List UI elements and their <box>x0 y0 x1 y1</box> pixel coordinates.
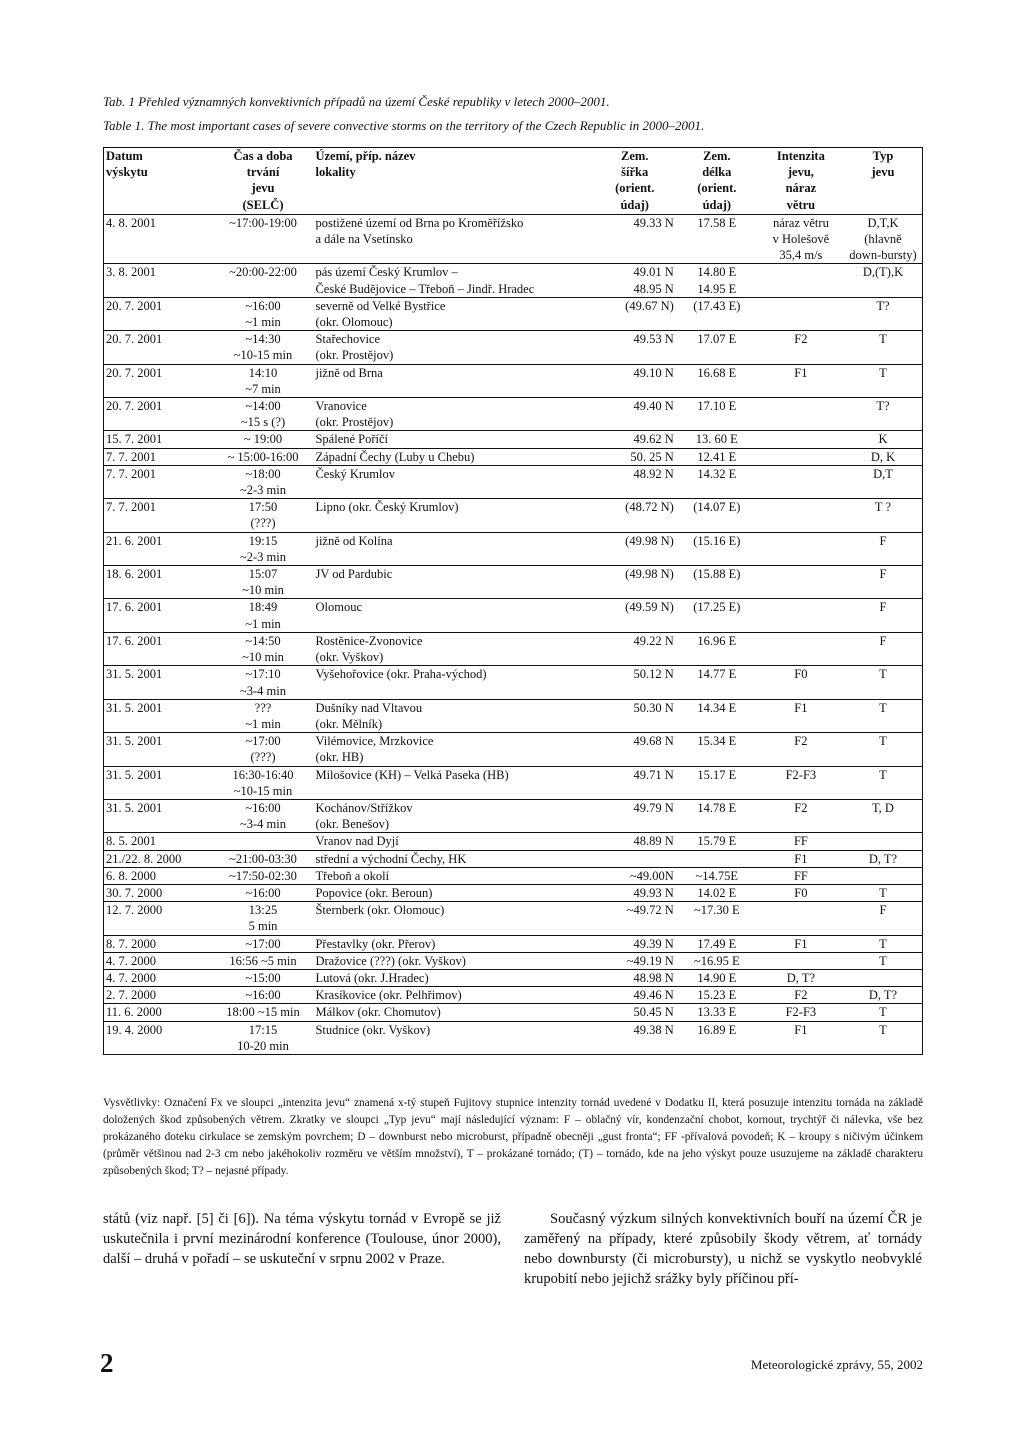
cell-type: T <box>879 767 887 782</box>
cell-type <box>844 969 923 986</box>
header-place: Území, příp. název lokality <box>315 149 416 180</box>
cell-latitude: 49.39 N <box>633 936 674 951</box>
table-row <box>104 733 923 766</box>
cell-place: Spálené Poříčí <box>315 432 389 447</box>
cell-intensity: F0 <box>794 885 808 900</box>
table-row <box>104 867 923 884</box>
table-row <box>104 599 923 632</box>
cell-type: D,T <box>873 466 893 481</box>
cell-longitude: 12.41 E <box>697 449 737 464</box>
cell-latitude: ~49.19 N <box>626 953 674 968</box>
cell-place: Stařechovice (okr. Prostějov) <box>315 332 394 363</box>
cell-intensity: F1 <box>794 365 808 380</box>
cell-intensity <box>758 465 844 498</box>
table-row <box>104 799 923 832</box>
cell-time: 14:10 ~7 min <box>245 365 281 396</box>
cell-type: T <box>879 700 887 715</box>
cell-longitude: 14.78 E <box>697 800 737 815</box>
cell-type: T? <box>876 298 890 313</box>
cell-time: ~17:10 ~3-4 min <box>240 667 286 698</box>
cell-time: ~14:00 ~15 s (?) <box>240 399 286 430</box>
table-row <box>104 499 923 532</box>
cell-type: T <box>879 667 887 682</box>
cell-intensity <box>758 566 844 599</box>
cell-latitude: (49.98 N) <box>625 533 674 548</box>
cell-place: Přestavlky (okr. Přerov) <box>315 936 436 951</box>
cell-time: ~16:00 ~1 min <box>245 298 281 330</box>
cell-longitude: 13.33 E <box>697 1005 737 1020</box>
cell-latitude: 50.30 N <box>633 700 674 715</box>
cell-longitude: (15.88 E) <box>693 567 741 582</box>
cell-longitude: 14.34 E <box>697 700 737 715</box>
cell-latitude: 49.38 N <box>633 1022 674 1037</box>
cell-type: D,T,K (hlavně down-bursty) <box>849 215 917 263</box>
cell-intensity: F1 <box>794 700 808 715</box>
header-date: Datum výskytu <box>106 149 148 180</box>
cell-latitude: ~49.72 N <box>626 903 674 918</box>
body-text-left-column: států (viz např. [5] či [6]). Na téma výskytu tornád v Evropě se již uskutečnila i první mezinárodní konference (Toulouse, únor 2000), další – druhá v pořadí – se uskuteční v srpnu 2002 v Praze. <box>103 1211 501 1267</box>
cell-latitude: 48.98 N <box>633 970 674 985</box>
cell-time <box>213 833 314 850</box>
cell-longitude: 15.23 E <box>697 988 737 1003</box>
cell-longitude: 15.79 E <box>697 834 737 849</box>
cell-place: jižně od Brna <box>315 365 383 380</box>
cell-place: Český Krumlov <box>315 466 395 481</box>
cell-time: 15:07 ~10 min <box>242 567 284 598</box>
cell-type: D,(T),K <box>862 265 904 280</box>
cell-time: ~21:00-03:30 <box>229 851 297 866</box>
table-row <box>104 465 923 498</box>
cell-intensity: FF <box>793 868 808 883</box>
table-row <box>104 1004 923 1021</box>
cell-longitude: 15.34 E <box>697 734 737 749</box>
cell-intensity: F2 <box>794 734 808 749</box>
cell-intensity: F2-F3 <box>785 767 817 782</box>
cell-type: F <box>879 633 887 648</box>
cell-intensity <box>758 499 844 532</box>
cell-type: T <box>879 1022 887 1037</box>
cell-time: 17:50 (???) <box>248 500 278 531</box>
cell-time: ~14:30 ~10-15 min <box>233 332 293 363</box>
cell-place: střední a východní Čechy, HK <box>315 851 467 866</box>
cell-longitude: 13. 60 E <box>695 432 738 447</box>
cell-latitude: ~49.00N <box>629 868 674 883</box>
table-row <box>104 566 923 599</box>
cell-latitude: 49.40 N <box>633 399 674 414</box>
cell-type: F <box>879 567 887 582</box>
table-row <box>104 666 923 699</box>
cell-date: 21./22. 8. 2000 <box>106 851 182 866</box>
cell-longitude <box>676 850 758 867</box>
cell-latitude: 49.93 N <box>633 885 674 900</box>
cell-time: 16:56 ~5 min <box>229 953 297 968</box>
cell-intensity <box>758 952 844 969</box>
cell-date: 7. 7. 2001 <box>106 449 156 464</box>
cell-latitude: 49.01 N 48.95 N <box>633 265 674 296</box>
cell-date: 4. 7. 2000 <box>106 953 156 968</box>
cell-time: 13:25 5 min <box>248 903 278 934</box>
cell-latitude: 48.92 N <box>633 466 674 481</box>
cell-latitude: 49.53 N <box>633 332 674 347</box>
header-intensity: Intenzita jevu, náraz větru <box>776 149 825 212</box>
cell-longitude: (17.43 E) <box>693 298 741 313</box>
cell-type: T <box>879 734 887 749</box>
cell-longitude: 17.07 E <box>697 332 737 347</box>
table-row <box>104 969 923 986</box>
table-row <box>104 987 923 1004</box>
cell-time: 17:15 10-20 min <box>237 1022 289 1053</box>
cell-latitude: (49.67 N) <box>625 298 674 313</box>
cell-intensity <box>758 902 844 935</box>
table-row <box>104 766 923 799</box>
cell-latitude: 49.71 N <box>633 767 674 782</box>
cell-place: Popovice (okr. Beroun) <box>315 885 433 900</box>
table-row <box>104 884 923 901</box>
table-header-row <box>104 148 923 215</box>
cell-place: Třeboň a okolí <box>315 868 390 883</box>
cell-time: ~17:50-02:30 <box>229 868 297 883</box>
cell-latitude: 50. 25 N <box>630 449 674 464</box>
cell-date: 4. 7. 2000 <box>106 970 156 985</box>
cell-date: 11. 6. 2000 <box>106 1005 162 1020</box>
cell-place: Rostěnice-Zvonovice (okr. Vyškov) <box>315 633 423 665</box>
cell-date: 31. 5. 2001 <box>106 734 163 749</box>
cell-time: ~16:00 ~3-4 min <box>240 800 286 832</box>
cell-place: Olomouc <box>315 600 362 615</box>
cell-date: 12. 7. 2000 <box>106 903 163 918</box>
table-footnote: Vysvětlivky: Označení Fx ve sloupci „intenzita jevu“ znamená x-tý stupeň Fujitovy stupnice intenzity tornád uvedené v Dodatku II, která posuzuje intenzitu tornáda na základě doložených škod způsobených větrem. Zkratky ve sloupci „Typ jevu“ mají následující význam: F – oblačný vír, kondenzační chobot, kornout, trychtýř či nálevka, vše bez prokázaného doteku cirkulace se zemským povrchem; D – downburst nebo microburst, případně obecněji „gust fronta“; FF -přívalová povodeň; K – kroupy s ničivým účinkem (průměr většinou nad 2-3 cm nebo jakéhokoliv rozměru ve větším množství), T – prokázané tornádo; (T) – tornádo, kde na jeho výskyt pouze usuzujeme na základě charakteru způsobených škod; T? – nejasné případy. <box>103 1097 923 1177</box>
cell-longitude: (15.16 E) <box>693 533 741 548</box>
cell-time: 18:49 ~1 min <box>245 600 281 631</box>
cell-longitude: ~14.75E <box>695 868 739 883</box>
cell-place: JV od Pardubic <box>315 567 393 582</box>
table-row <box>104 850 923 867</box>
cell-type: D, K <box>870 449 896 464</box>
table-row <box>104 699 923 732</box>
cell-date: 30. 7. 2000 <box>106 885 163 900</box>
cell-intensity <box>758 632 844 665</box>
cell-place: Lutová (okr. J.Hradec) <box>315 970 429 985</box>
cell-intensity <box>758 297 844 330</box>
cell-date: 7. 7. 2001 <box>106 466 156 481</box>
cell-type: D, T? <box>868 851 898 866</box>
cell-type: F <box>879 600 887 615</box>
cell-latitude: (49.98 N) <box>625 567 674 582</box>
cell-date: 8. 5. 2001 <box>106 834 156 849</box>
cell-place: Krasíkovice (okr. Pelhřimov) <box>315 988 462 1003</box>
cell-longitude: ~16.95 E <box>693 953 740 968</box>
cell-longitude: 17.49 E <box>697 936 737 951</box>
cell-time: ~ 19:00 <box>243 432 283 447</box>
cell-latitude: 48.89 N <box>633 834 674 849</box>
cell-date: 31. 5. 2001 <box>106 767 163 782</box>
cell-place: Dražovice (???) (okr. Vyškov) <box>315 953 466 968</box>
cell-intensity <box>758 599 844 632</box>
cell-latitude: (49.59 N) <box>625 600 674 615</box>
cell-type: T ? <box>874 500 892 515</box>
cell-longitude: 14.32 E <box>697 466 737 481</box>
cell-date: 7. 7. 2001 <box>106 500 156 515</box>
cell-place: jižně od Kolína <box>315 533 393 548</box>
cell-date: 31. 5. 2001 <box>106 667 163 682</box>
cell-time: ~17:00-19:00 <box>229 215 297 230</box>
cell-date: 15. 7. 2001 <box>106 432 163 447</box>
cell-type: T? <box>876 399 890 414</box>
cell-place: Vilémovice, Mrzkovice (okr. HB) <box>315 734 434 765</box>
cell-place: Vranov nad Dyjí <box>315 834 399 849</box>
cell-type: F <box>879 533 887 548</box>
table-row <box>104 398 923 431</box>
cell-date: 17. 6. 2001 <box>106 600 163 615</box>
cell-type: F <box>879 903 887 918</box>
table-row <box>104 214 923 264</box>
cell-time: ~20:00-22:00 <box>229 265 297 280</box>
table-row <box>104 833 923 850</box>
table-body <box>104 214 923 1054</box>
header-latitude: Zem. šířka (orient. údaj) <box>615 149 655 212</box>
cell-place: severně od Velké Bystřice (okr. Olomouc) <box>315 298 446 330</box>
cell-date: 31. 5. 2001 <box>106 800 163 815</box>
cell-longitude: ~17.30 E <box>693 903 740 918</box>
table-row <box>104 935 923 952</box>
table-row <box>104 1021 923 1054</box>
table-caption-czech: Tab. 1 Přehled významných konvektivních případů na území České republiky v letech 2000–2001. <box>103 94 610 109</box>
cell-latitude: 49.68 N <box>633 734 674 749</box>
cell-type: T <box>879 365 887 380</box>
cell-date: 18. 6. 2001 <box>106 567 163 582</box>
cell-time: ~14:50 ~10 min <box>242 633 284 665</box>
cell-intensity: F1 <box>794 936 808 951</box>
cell-intensity: F1 <box>794 851 808 866</box>
cell-place: Vyšehořovice (okr. Praha-východ) <box>315 667 487 682</box>
cell-time: ~17:00 (???) <box>245 734 281 765</box>
cell-longitude: (17.25 E) <box>693 600 741 615</box>
cell-type: T, D <box>871 800 894 815</box>
cell-place: Milošovice (KH) – Velká Paseka (HB) <box>315 767 509 782</box>
cell-date: 19. 4. 2000 <box>106 1022 163 1037</box>
cell-place: Kochánov/Střížkov (okr. Benešov) <box>315 800 413 832</box>
header-time: Čas a doba trvání jevu (SELČ) <box>233 149 293 212</box>
cell-longitude: 14.02 E <box>697 885 737 900</box>
cell-longitude: 14.80 E 14.95 E <box>697 265 737 296</box>
cell-place: Dušníky nad Vltavou (okr. Mělník) <box>315 700 423 731</box>
cell-place: Šternberk (okr. Olomouc) <box>315 903 445 918</box>
cell-place: postižené území od Brna po Kroměřížsko a dále na Vsetínsko <box>315 215 524 247</box>
cell-longitude: 17.58 E <box>697 215 737 230</box>
header-longitude: Zem. délka (orient. údaj) <box>697 149 737 212</box>
cell-latitude: (48.72 N) <box>625 500 674 515</box>
cell-latitude: 49.10 N <box>633 365 674 380</box>
page-number: 2 <box>100 1348 114 1378</box>
cell-intensity <box>758 532 844 565</box>
cell-intensity: F2 <box>794 800 808 815</box>
cell-time: 19:15 ~2-3 min <box>240 533 286 564</box>
cell-time: 18:00 ~15 min <box>226 1005 300 1020</box>
cell-intensity: F2 <box>794 332 808 347</box>
cell-longitude: 14.77 E <box>697 667 737 682</box>
cell-date: 2. 7. 2000 <box>106 988 156 1003</box>
cell-intensity: F0 <box>794 667 808 682</box>
cell-longitude: 17.10 E <box>697 399 737 414</box>
cell-type: T <box>879 885 887 900</box>
cell-type: T <box>879 1005 887 1020</box>
journal-footer: Meteorologické zprávy, 55, 2002 <box>750 1357 923 1372</box>
cell-latitude: 49.46 N <box>633 988 674 1003</box>
table-row <box>104 331 923 364</box>
cell-intensity: náraz větru v Holešově 35,4 m/s <box>772 215 830 263</box>
cell-latitude: 49.33 N <box>633 215 674 230</box>
cell-latitude: 50.12 N <box>633 667 674 682</box>
cell-date: 20. 7. 2001 <box>106 365 163 380</box>
cell-date: 31. 5. 2001 <box>106 700 163 715</box>
cell-date: 6. 8. 2000 <box>106 868 156 883</box>
cell-date: 8. 7. 2000 <box>106 936 156 951</box>
header-type: Typ jevu <box>871 149 895 180</box>
cell-type: T <box>879 953 887 968</box>
cell-time: ~18:00 ~2-3 min <box>240 466 286 498</box>
cell-time: ~ 15:00-16:00 <box>227 449 299 464</box>
cell-longitude: 15.17 E <box>697 767 737 782</box>
cell-place: Lipno (okr. Český Krumlov) <box>315 500 459 515</box>
cell-time: ~15:00 <box>245 970 281 985</box>
cell-time: ??? ~1 min <box>245 700 281 731</box>
cell-date: 20. 7. 2001 <box>106 298 163 313</box>
cell-time: ~17:00 <box>245 936 281 951</box>
cell-type: D, T? <box>868 988 898 1003</box>
cell-intensity <box>758 431 844 448</box>
cell-type: K <box>878 432 888 447</box>
cell-type <box>844 833 923 850</box>
cell-intensity: F2-F3 <box>785 1005 817 1020</box>
cell-date: 21. 6. 2001 <box>106 533 163 548</box>
table-row <box>104 364 923 397</box>
cell-time: 16:30-16:40 ~10-15 min <box>232 767 294 798</box>
table-row <box>104 448 923 465</box>
table-row <box>104 902 923 935</box>
cell-time: ~16:00 <box>245 885 281 900</box>
cell-latitude: 50.45 N <box>633 1005 674 1020</box>
cell-date: 20. 7. 2001 <box>106 399 163 414</box>
cell-place: pás území Český Krumlov – České Budějovice – Třeboň – Jindř. Hradec <box>315 265 535 296</box>
cell-type: T <box>879 936 887 951</box>
table-row <box>104 431 923 448</box>
cell-latitude <box>594 850 676 867</box>
cell-longitude: 16.96 E <box>697 633 737 648</box>
cell-longitude: (14.07 E) <box>693 500 741 515</box>
cell-intensity <box>758 448 844 465</box>
cell-intensity: F1 <box>794 1022 808 1037</box>
cell-date: 4. 8. 2001 <box>106 215 156 230</box>
table-row <box>104 632 923 665</box>
cell-place: Vranovice (okr. Prostějov) <box>315 399 394 430</box>
cell-place: Západní Čechy (Luby u Chebu) <box>315 449 475 464</box>
cell-date: 17. 6. 2001 <box>106 633 163 648</box>
cell-intensity: F2 <box>794 988 808 1003</box>
cell-intensity <box>758 398 844 431</box>
cell-time: ~16:00 <box>245 988 281 1003</box>
cell-longitude: 16.89 E <box>697 1022 737 1037</box>
cell-intensity: D, T? <box>786 970 816 985</box>
cell-place: Málkov (okr. Chomutov) <box>315 1005 441 1020</box>
body-text-right-column: Současný výzkum silných konvektivních bouří na území ČR je zaměřený na případy, které způsobily škody větrem, ať tornády nebo downbursty (či microbursty), u nichž se vyskytlo neobvyklé krupobití nebo jejichž srážky byly příčinou pří- <box>524 1211 922 1287</box>
table-caption-english: Table 1. The most important cases of severe convective storms on the territory of the Czech Republic in 2000–2001. <box>103 118 705 133</box>
table-row <box>104 297 923 330</box>
cell-type <box>844 867 923 884</box>
cell-type: T <box>879 332 887 347</box>
cell-date: 3. 8. 2001 <box>106 265 156 280</box>
cell-place: Studnice (okr. Vyškov) <box>315 1022 431 1037</box>
cell-latitude: 49.79 N <box>633 800 674 815</box>
cell-intensity: FF <box>793 834 808 849</box>
cell-latitude: 49.62 N <box>633 432 674 447</box>
cell-date: 20. 7. 2001 <box>106 332 163 347</box>
cell-intensity <box>758 264 844 297</box>
table-row <box>104 264 923 297</box>
cell-latitude: 49.22 N <box>633 633 674 648</box>
convective-storms-table <box>103 147 923 1055</box>
cell-longitude: 16.68 E <box>697 365 737 380</box>
cell-longitude: 14.90 E <box>697 970 737 985</box>
table-row <box>104 952 923 969</box>
table-row <box>104 532 923 565</box>
